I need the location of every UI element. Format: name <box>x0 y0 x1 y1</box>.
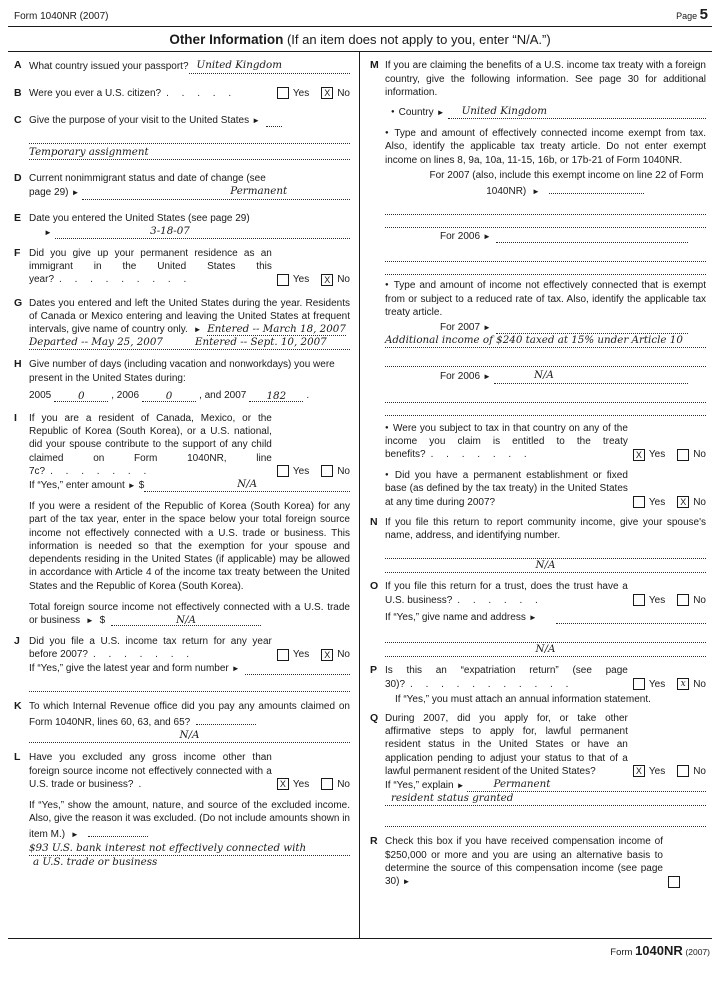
yes-label: Yes <box>292 465 310 477</box>
no-label: No <box>337 778 350 790</box>
no-checkbox[interactable]: x <box>677 678 689 690</box>
answer-field[interactable] <box>82 185 350 199</box>
no-label: No <box>337 274 350 286</box>
arrow-icon: ► <box>532 187 540 197</box>
question-text: Did you give up your permanent residence as an immigrant in the United States this year? <box>29 248 272 286</box>
dot-leader: . . . . . . <box>457 594 540 606</box>
question-text: Type and amount of income not effectively connected that is exempt from or subject to a reduced rate of tax. Also, identify the applicable tax treaty article. <box>385 280 707 318</box>
item-e <box>14 212 350 239</box>
question-text: If you file this return to report community income, give your spouse's name, address, and identifying number. <box>385 516 706 542</box>
form-id-label: Form 1040NR (2007) <box>14 11 109 22</box>
handwritten-answer: N/A <box>179 729 200 742</box>
answer-field[interactable] <box>496 232 688 243</box>
page-number: Page 5 <box>676 6 708 23</box>
yes-checkbox[interactable] <box>277 87 289 99</box>
handwritten-answer: 3-18-07 <box>150 224 190 237</box>
item-k <box>14 700 350 744</box>
right-column <box>360 52 712 938</box>
item-f <box>14 247 350 287</box>
yes-no-group <box>272 273 350 286</box>
item-letter: J <box>14 635 20 648</box>
question-text: page 29) <box>29 187 69 199</box>
dot-leader: . . . . . . . . . <box>59 274 189 286</box>
no-label: No <box>693 678 706 690</box>
dot-leader: . . . . . . . <box>50 465 149 477</box>
arrow-icon: ► <box>436 108 445 118</box>
question-text: Date you entered the United States (see page 29) <box>29 212 250 224</box>
dollar-sign: $ <box>99 614 106 626</box>
page-header <box>8 0 712 27</box>
handwritten-answer: Entered -- Sept. 10, 2007 <box>194 336 327 349</box>
no-label: No <box>693 594 706 606</box>
no-label: No <box>693 496 706 508</box>
no-checkbox[interactable] <box>677 449 689 461</box>
handwritten-answer: Permanent <box>230 185 288 198</box>
item-letter: O <box>370 580 379 593</box>
dotted-line[interactable] <box>29 679 350 692</box>
item-letter: K <box>14 699 22 712</box>
checkbox-group <box>663 876 680 888</box>
dot-leader: . . . . . . . <box>92 649 192 661</box>
question-text: For 2007 <box>440 322 481 334</box>
yes-checkbox[interactable] <box>633 678 645 690</box>
handwritten-answer: a U.S. trade or business <box>33 855 158 868</box>
yes-no-group <box>628 448 706 461</box>
bullet-icon: ● <box>391 109 395 116</box>
dotted-line[interactable] <box>385 354 706 367</box>
no-label: No <box>337 649 350 661</box>
dotted-line[interactable] <box>385 403 706 416</box>
answer-field[interactable] <box>142 390 196 402</box>
item-a <box>14 59 350 73</box>
no-checkbox[interactable] <box>321 465 333 477</box>
answer-field[interactable] <box>29 336 350 350</box>
handwritten-answer: N/A <box>176 613 196 626</box>
arrow-icon: ► <box>70 830 79 840</box>
dotted-line[interactable] <box>385 202 706 215</box>
item-g <box>14 297 350 351</box>
handwritten-answer: United Kingdom <box>196 59 282 72</box>
answer-field[interactable] <box>189 59 350 73</box>
handwritten-answer: United Kingdom <box>461 105 548 118</box>
question-text: Dates you entered and left the United States during the year. Residents of Canada or Mexico entering and leaving the United States at frequent intervals, give name of country only. <box>29 297 350 336</box>
question-text: Check this box if you have received compensation income of $250,000 or more and you are using an alternative basis to determine the source of this compensation income (see page 30) <box>385 836 663 887</box>
year-label: , 2006 <box>111 389 140 401</box>
section-title-instruction: (If an item does not apply to you, enter “N/A.”) <box>286 32 551 48</box>
handwritten-answer: 182 <box>266 390 287 403</box>
question-text: Did you file a U.S. income tax return for any year before 2007? <box>29 636 272 661</box>
yes-no-group <box>272 465 350 478</box>
item-i <box>14 412 350 627</box>
dot-leader: . . . . . <box>166 87 234 99</box>
item-c <box>14 114 350 160</box>
answer-field[interactable] <box>29 729 350 743</box>
yes-label: Yes <box>648 765 666 777</box>
arrow-icon: ► <box>483 372 491 382</box>
yes-checkbox[interactable] <box>277 274 289 286</box>
yes-label: Yes <box>648 678 666 690</box>
dotted-line[interactable] <box>385 249 706 262</box>
handwritten-answer: N/A <box>237 478 258 491</box>
item-j <box>14 635 350 692</box>
yes-checkbox[interactable] <box>633 594 645 606</box>
answer-field[interactable] <box>549 182 644 194</box>
question-text: What country issued your passport? <box>29 61 189 73</box>
no-checkbox[interactable]: X <box>677 496 689 508</box>
yes-checkbox[interactable] <box>277 465 289 477</box>
answer-field[interactable] <box>245 664 350 675</box>
answer-field[interactable] <box>196 713 256 725</box>
answer-field[interactable] <box>111 614 261 626</box>
item-p <box>370 664 706 706</box>
answer-field[interactable] <box>448 105 706 119</box>
handwritten-answer: N/A <box>535 643 556 656</box>
dotted-line[interactable] <box>29 131 350 144</box>
yes-checkbox[interactable]: X <box>633 449 645 461</box>
item-r <box>370 835 706 888</box>
page-footer <box>0 944 710 959</box>
arrow-icon: ► <box>85 615 94 625</box>
arrow-icon: ► <box>44 227 52 237</box>
instruction-paragraph: If you were a resident of the Republic of Korea (South Korea) for any part of the tax year, enter in the space below your total foreign source income not effectively connected with a U.S. trade or business. This information is needed so that the exemption for your spouse and dependents residing in the United States (if applicable) may be allowed in accordance with Article 4 of the income tax treaty between the United States and the Republic of Korea (South Korea). <box>29 501 350 592</box>
instruction-note: If “Yes,” you must attach an annual information statement. <box>395 693 651 705</box>
answer-field[interactable] <box>494 369 688 383</box>
item-h <box>14 358 350 402</box>
dot-leader: . . . . . . . . . . . <box>410 678 571 690</box>
no-label: No <box>693 449 706 461</box>
arrow-icon: ► <box>71 188 80 198</box>
answer-field[interactable] <box>556 613 706 624</box>
no-label: No <box>693 765 706 777</box>
period-text: . <box>306 389 310 401</box>
year-label: , and 2007 <box>199 389 247 401</box>
question-text: Were you ever a U.S. citizen? <box>29 87 162 99</box>
yes-label: Yes <box>292 778 310 790</box>
item-letter: Q <box>370 711 379 724</box>
question-text: If you are claiming the benefits of a U.S. income tax treaty with a foreign country, give the following information. See page 30 for additional information. <box>385 60 706 98</box>
arrow-icon: ► <box>402 876 411 886</box>
footer-form-number: 1040NR <box>635 943 683 959</box>
question-text: For 2007 (also, include this exempt income on line 22 of Form 1040NR) <box>429 169 704 198</box>
item-letter: C <box>14 113 22 126</box>
question-text: If “Yes,” show the amount, nature, and source of the excluded income. Also, give the reason it was excluded. (Do not include amounts shown in item M.) <box>29 799 350 841</box>
answer-field[interactable] <box>385 792 706 806</box>
dotted-line[interactable] <box>385 814 706 827</box>
bullet-icon: ● <box>385 130 391 137</box>
item-letter: L <box>14 751 21 764</box>
dot-leader: . . . . . . . <box>430 449 529 461</box>
answer-field[interactable] <box>266 115 282 127</box>
yes-checkbox[interactable]: X <box>277 778 289 790</box>
yes-label: Yes <box>292 87 310 99</box>
item-letter: N <box>370 515 378 528</box>
dollar-sign: $ <box>138 480 145 492</box>
arrow-icon: ► <box>231 663 240 673</box>
two-column-body <box>8 51 712 939</box>
question-text: For 2006 <box>440 231 481 243</box>
answer-field[interactable] <box>496 323 688 334</box>
item-o <box>370 580 706 657</box>
question-text: For 2006 <box>440 371 481 383</box>
item-letter: H <box>14 358 22 371</box>
item-letter: A <box>14 59 22 72</box>
item-letter: D <box>14 172 22 185</box>
no-label: No <box>337 465 350 477</box>
arrow-icon: ► <box>456 780 465 790</box>
question-text: Did you have a permanent establishment or fixed base (as defined by the tax treaty) in the United States at any time during 2007? <box>385 470 628 508</box>
yes-checkbox[interactable]: X <box>633 765 645 777</box>
yes-no-group <box>272 648 350 661</box>
answer-field[interactable] <box>385 643 706 657</box>
arrow-icon: ► <box>528 612 537 622</box>
question-text: If “Yes,” enter amount <box>29 480 125 492</box>
question-text: Total foreign source income not effectively connected with a U.S. trade or business <box>29 601 350 626</box>
no-checkbox[interactable]: X <box>321 87 333 99</box>
handwritten-answer: Departed -- May 25, 2007 <box>29 336 163 349</box>
dot-leader: . <box>138 778 144 790</box>
question-text: Have you excluded any gross income other than foreign source income not effectively connected with a U.S. trade or business? <box>29 752 272 790</box>
compensation-checkbox[interactable] <box>668 876 680 888</box>
item-letter: I <box>14 412 17 425</box>
arrow-icon: ► <box>483 323 491 333</box>
question-text: During 2007, did you apply for, or take other affirmative steps to apply for, lawful permanent resident status in the United States or have an application pending to adjust your status to that of a lawful permanent resident of the United States? <box>385 712 628 777</box>
arrow-icon: ► <box>193 325 202 335</box>
question-text: If “Yes,” give name and address <box>385 611 526 623</box>
item-q <box>370 712 706 827</box>
item-b <box>14 87 350 100</box>
handwritten-answer: Permanent <box>493 777 551 790</box>
no-checkbox[interactable] <box>677 594 689 606</box>
dotted-line[interactable] <box>385 630 706 643</box>
yes-no-group <box>628 594 706 607</box>
answer-field[interactable] <box>249 390 303 402</box>
item-m <box>370 59 706 508</box>
handwritten-answer: $93 U.S. bank interest not effectively connected with <box>29 841 307 854</box>
yes-checkbox[interactable] <box>633 496 645 508</box>
question-text: Give the purpose of your visit to the United States <box>29 114 250 126</box>
handwritten-answer: 0 <box>77 390 85 403</box>
no-checkbox[interactable]: X <box>321 274 333 286</box>
yes-label: Yes <box>292 274 310 286</box>
yes-label: Yes <box>648 449 666 461</box>
bullet-icon: ● <box>385 424 390 431</box>
handwritten-answer: N/A <box>533 369 554 382</box>
answer-field[interactable] <box>467 778 706 792</box>
country-label: Country <box>398 107 434 119</box>
yes-no-group <box>272 87 350 100</box>
no-label: No <box>337 87 350 99</box>
handwritten-answer: N/A <box>535 559 556 572</box>
dotted-line[interactable] <box>385 262 706 275</box>
answer-field[interactable] <box>54 390 108 402</box>
handwritten-answer: 0 <box>165 390 173 403</box>
yes-no-group <box>628 678 706 691</box>
question-text: To which Internal Revenue office did you pay any amounts claimed on Form 1040NR, lines 60, 63, and 65? <box>29 700 350 728</box>
bullet-icon: ● <box>385 282 390 289</box>
bullet-icon: ● <box>385 472 391 479</box>
handwritten-answer: Additional income of $240 taxed at 15% under Article 10 <box>385 334 683 347</box>
dotted-line[interactable] <box>385 546 706 559</box>
yes-label: Yes <box>292 649 310 661</box>
question-text: If you file this return for a trust, does the trust have a U.S. business? <box>385 581 628 606</box>
question-text: If “Yes,” give the latest year and form number <box>29 662 229 674</box>
no-checkbox[interactable]: X <box>321 649 333 661</box>
question-text: Were you subject to tax in that country on any of the income you claim is entitled to the treaty benefits? <box>385 422 628 461</box>
answer-field[interactable] <box>88 825 148 837</box>
answer-field[interactable] <box>385 559 706 573</box>
question-text: Current nonimmigrant status and date of change (see <box>29 173 266 185</box>
question-text: Give number of days (including vacation and nonworkdays) you were present in the United States during: <box>29 359 335 384</box>
item-letter: R <box>370 835 378 848</box>
yes-checkbox[interactable] <box>277 649 289 661</box>
answer-field[interactable] <box>29 146 350 160</box>
yes-no-group <box>628 765 706 778</box>
item-letter: P <box>370 664 378 677</box>
arrow-icon: ► <box>252 115 261 125</box>
left-column <box>8 52 360 938</box>
yes-no-group <box>272 778 350 791</box>
question-text: Is this an “expatriation return” (see page 30)? <box>385 665 628 690</box>
footer-form-word: Form <box>610 947 633 959</box>
answer-field[interactable] <box>55 225 350 239</box>
footer-form-year: (2007) <box>685 947 710 958</box>
handwritten-answer: resident status granted <box>391 792 514 805</box>
item-n <box>370 516 706 574</box>
item-letter: G <box>14 296 23 309</box>
arrow-icon: ► <box>127 481 136 491</box>
dotted-line[interactable] <box>385 215 706 228</box>
item-letter: E <box>14 211 22 224</box>
section-title <box>0 27 720 51</box>
answer-field[interactable] <box>385 334 706 348</box>
item-letter: M <box>370 59 379 72</box>
year-label: 2005 <box>29 389 52 401</box>
answer-field[interactable] <box>29 842 350 856</box>
dotted-line[interactable] <box>385 390 706 403</box>
question-text: If “Yes,” explain <box>385 779 454 791</box>
handwritten-answer: Temporary assignment <box>29 146 149 159</box>
handwritten-answer: Entered -- March 18, 2007 <box>207 323 346 336</box>
item-l <box>14 751 350 869</box>
yes-label: Yes <box>648 594 666 606</box>
question-text: Type and amount of effectively connected income exempt from tax. Also, identify the applicable tax treaty article. Do not enter exempt income on lines 8, 9a, 10a, 11-15, 16b, or 17b-21 of Form 1040NR. <box>385 128 707 166</box>
yes-no-group <box>628 496 706 509</box>
arrow-icon: ► <box>483 232 491 242</box>
question-text: If you are a resident of Canada, Mexico, or the Republic of Korea (South Korea), or a U.S. national, did your spouse contribute to the support of any child claimed on Form 1040NR, line 7c? <box>29 413 272 477</box>
yes-label: Yes <box>648 496 666 508</box>
section-title-heading: Other Information <box>169 32 284 48</box>
no-checkbox[interactable] <box>677 765 689 777</box>
answer-field[interactable] <box>144 478 350 492</box>
item-letter: F <box>14 247 21 260</box>
item-d <box>14 172 350 199</box>
item-letter: B <box>14 86 22 99</box>
no-checkbox[interactable] <box>321 778 333 790</box>
